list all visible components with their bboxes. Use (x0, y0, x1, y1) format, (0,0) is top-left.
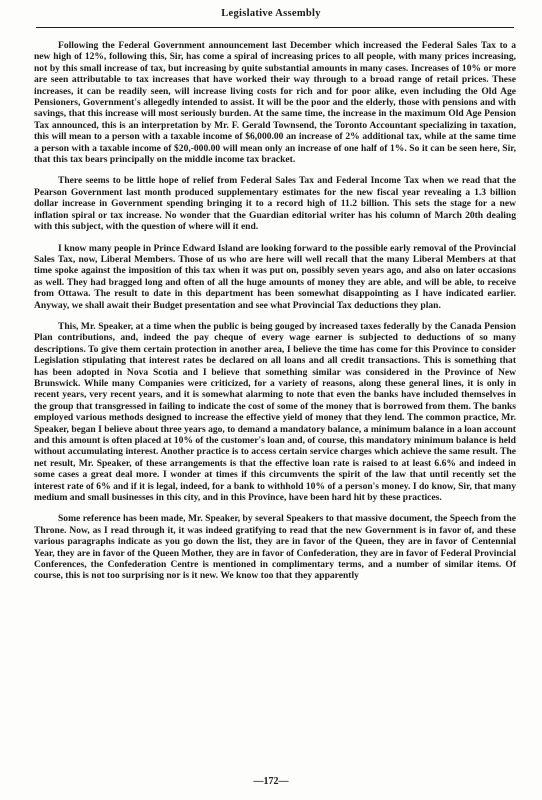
paragraph: I know many people in Prince Edward Island are looking forward to the possible early removal of the Provincial Sales Tax, now, Liberal Members. Those of us who are here will well recall that the many Liberal Members at that time spoke against the imposition of this tax when it was put on, possibly seven years ago, and also on later occasions as well. They had bragged long and often of all the huge amounts of money they are able, and will be able, to receive from Ottawa. The result to date in this department has been somewhat disappointing as I have indicated earlier. Anyway, we shall await their Budget presentation and see what Provincial Tax deductions they plan. (34, 242, 516, 311)
running-header: Legislative Assembly (221, 8, 321, 19)
document-body (34, 40, 516, 592)
paragraph: Following the Federal Government announcement last December which increased the Federal Sales Tax to a new high of 12%, following this, Sir, has come a spiral of increasing prices to all people, with many prices increasing, not by this small increase of tax, but increasing by quite substantial amounts in many cases. Increases of 10% or more are seen attributable to tax increases that have worked their way through to a broad range of retail prices. These increases, it can be readily seen, will increase living costs for rich and for poor alike, even including the Old Age Pensioners, Government's allegedly intended to assist. It will be the poor and the elderly, those with pensions and with savings, that this increase will most seriously burden. At the same time, the increase in the maximum Old Age Pension Tax announced, this is an interpretation by Mr. F. Gerald Townsend, the Toronto Accountant specializing in taxation, this will mean to a person with a taxable income of $6,000.00 an increase of 2% additional tax, while at the same time a person with a taxable income of $20,-000.00 will mean only an increase of one half of 1%. So it can be seen here, Sir, that this tax bears principally on the middle income tax bracket. (34, 40, 516, 166)
paragraph: This, Mr. Speaker, at a time when the public is being gouged by increased taxes federally by the Canada Pension Plan contributions, and, indeed the pay cheque of every wage earner is subjected to deductions of so many descriptions. To give them certain protection in another area, I believe the time has come for this Province to consider Legislation stipulating that interest rates be declared on all loans and all credit transactions. This is something that has been adopted in Nova Scotia and I believe that something similar was considered in the Province of New Brunswick. While many Companies were criticized, for a variety of reasons, along these general lines, it is only in recent years, very recent years, and it is somewhat alarming to note that even the banks have included themselves in the group that transgressed in failing to indicate the cost of some of the money that is borrowed from them. The banks employed various methods designed to increase the effective yield of money that they lend. The common practice, Mr. Speaker, began I believe about three years ago, to demand a mandatory balance, a minimum balance in a loan account and this amount is often placed at 10% of the customer's loan and, of course, this mandatory minimum balance is held without accumulating interest. Another practice is to access certain service charges which achieve the same result. The net result, Mr. Speaker, of these arrangements is that the effective loan rate is raised to at least 6.6% and indeed in some cases a great deal more. I wonder at times if this circumvents the spirit of the law that until recently set the interest rate of 6% and if it is legal, indeed, for a bank to withhold 10% of a person's money. I do know, Sir, that many medium and small businesses in this city, and in this Province, have been hard hit by these practices. (34, 320, 516, 504)
page-number: —172— (253, 776, 289, 787)
paragraph: Some reference has been made, Mr. Speaker, by several Speakers to that massive document, the Speech from the Throne. Now, as I read through it, it was indeed gratifying to read that the new Government is in favor of, and these various paragraphs indicate as you go down the list, they are in favor of the Queen, they are in favor of Centennial Year, they are in favor of the Queen Mother, they are in favor of Confederation, they are in favor of Federal Provincial Conferences, the Confederation Centre is mentioned in complimentary terms, and a number of similar items. Of course, this is not too surprising nor is it new. We know too that they apparently (34, 513, 516, 582)
paragraph: There seems to be little hope of relief from Federal Sales Tax and Federal Income Tax when we read that the Pearson Government last month produced supplementary estimates for the new fiscal year revealing a 1.3 billion dollar increase in Government spending bringing it to a record high of 11.2 billion. This sets the stage for a new inflation spiral or tax increase. No wonder that the Guardian editorial writer has his column of March 20th dealing with this subject, with the question of where will it end. (34, 175, 516, 233)
header-rule (36, 27, 514, 28)
